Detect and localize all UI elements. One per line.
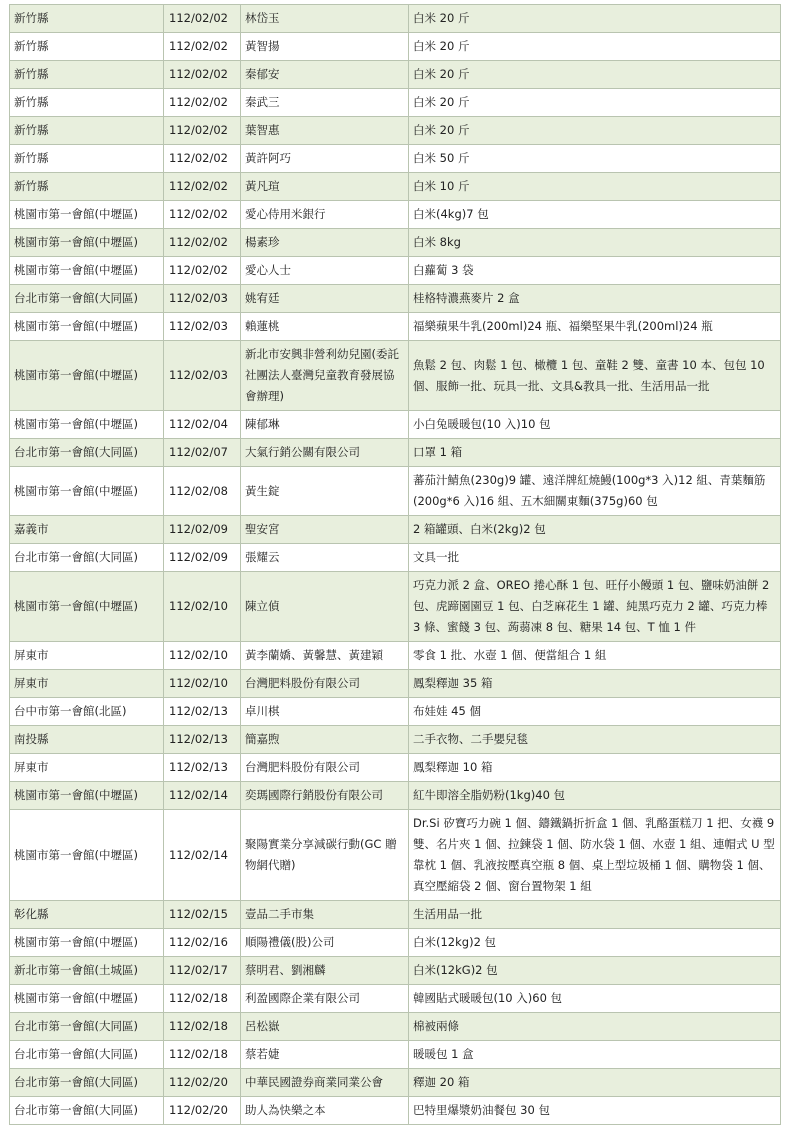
date-cell: 112/02/18: [164, 1013, 241, 1041]
date-cell: 112/02/02: [164, 145, 241, 173]
donor-cell: 聚陽實業分享減碳行動(GC 贈物網代贈): [241, 810, 409, 901]
donor-cell: 葉智惠: [241, 117, 409, 145]
items-cell: 暖暖包 1 盒: [409, 1041, 781, 1069]
items-cell: 文具一批: [409, 544, 781, 572]
date-cell: 112/02/03: [164, 313, 241, 341]
location-cell: 台北市第一會館(大同區): [10, 1097, 164, 1125]
date-cell: 112/02/09: [164, 516, 241, 544]
donor-cell: 順陽禮儀(股)公司: [241, 929, 409, 957]
date-cell: 112/02/14: [164, 810, 241, 901]
date-cell: 112/02/02: [164, 201, 241, 229]
donor-cell: 黃凡瑄: [241, 173, 409, 201]
date-cell: 112/02/20: [164, 1069, 241, 1097]
items-cell: 巴特里爆漿奶油餐包 30 包: [409, 1097, 781, 1125]
table-row: [10, 1013, 781, 1041]
location-cell: 桃園市第一會館(中壢區): [10, 313, 164, 341]
location-cell: 台北市第一會館(大同區): [10, 544, 164, 572]
date-cell: 112/02/02: [164, 229, 241, 257]
donor-cell: 新北市安興非營利幼兒園(委託社團法人臺灣兒童教育發展協會辦理): [241, 341, 409, 411]
donor-cell: 黃生錠: [241, 467, 409, 516]
donor-cell: 秦郁安: [241, 61, 409, 89]
location-cell: 屏東市: [10, 754, 164, 782]
donor-cell: 黃許阿巧: [241, 145, 409, 173]
location-cell: 桃園市第一會館(中壢區): [10, 985, 164, 1013]
donor-cell: 助人為快樂之本: [241, 1097, 409, 1125]
items-cell: 生活用品一批: [409, 901, 781, 929]
items-cell: 白蘿蔔 3 袋: [409, 257, 781, 285]
donor-cell: 姚宥廷: [241, 285, 409, 313]
items-cell: 白米 50 斤: [409, 145, 781, 173]
date-cell: 112/02/18: [164, 1041, 241, 1069]
date-cell: 112/02/02: [164, 173, 241, 201]
donor-cell: 林岱玉: [241, 5, 409, 33]
date-cell: 112/02/17: [164, 957, 241, 985]
donor-cell: 簡嘉煦: [241, 726, 409, 754]
location-cell: 桃園市第一會館(中壢區): [10, 257, 164, 285]
items-cell: 白米(4kg)7 包: [409, 201, 781, 229]
location-cell: 屏東市: [10, 642, 164, 670]
table-row: [10, 901, 781, 929]
items-cell: 白米(12kG)2 包: [409, 957, 781, 985]
date-cell: 112/02/09: [164, 544, 241, 572]
donation-table-body: [10, 5, 781, 1125]
table-row: [10, 341, 781, 411]
items-cell: 白米(12kg)2 包: [409, 929, 781, 957]
items-cell: 鳳梨釋迦 10 箱: [409, 754, 781, 782]
location-cell: 桃園市第一會館(中壢區): [10, 572, 164, 642]
location-cell: 台北市第一會館(大同區): [10, 1013, 164, 1041]
donor-cell: 蔡若婕: [241, 1041, 409, 1069]
date-cell: 112/02/10: [164, 572, 241, 642]
location-cell: 新北市第一會館(土城區): [10, 957, 164, 985]
donor-cell: 黃李蘭嬌、黃馨慧、黃建穎: [241, 642, 409, 670]
items-cell: 白米 20 斤: [409, 61, 781, 89]
items-cell: 鳳梨釋迦 35 箱: [409, 670, 781, 698]
location-cell: 台北市第一會館(大同區): [10, 285, 164, 313]
donation-table: [9, 4, 781, 1125]
table-row: [10, 5, 781, 33]
donor-cell: 張耀云: [241, 544, 409, 572]
date-cell: 112/02/13: [164, 698, 241, 726]
table-row: [10, 173, 781, 201]
table-row: [10, 61, 781, 89]
table-row: [10, 782, 781, 810]
location-cell: 台北市第一會館(大同區): [10, 1069, 164, 1097]
table-row: [10, 1097, 781, 1125]
items-cell: 白米 10 斤: [409, 173, 781, 201]
items-cell: 小白兔暖暖包(10 入)10 包: [409, 411, 781, 439]
items-cell: 福樂蘋果牛乳(200ml)24 瓶、福樂堅果牛乳(200ml)24 瓶: [409, 313, 781, 341]
location-cell: 桃園市第一會館(中壢區): [10, 467, 164, 516]
items-cell: 白米 20 斤: [409, 117, 781, 145]
table-row: [10, 229, 781, 257]
table-row: [10, 411, 781, 439]
date-cell: 112/02/13: [164, 754, 241, 782]
location-cell: 台北市第一會館(大同區): [10, 1041, 164, 1069]
donor-cell: 陳立偵: [241, 572, 409, 642]
date-cell: 112/02/02: [164, 257, 241, 285]
table-row: [10, 516, 781, 544]
date-cell: 112/02/15: [164, 901, 241, 929]
location-cell: 新竹縣: [10, 5, 164, 33]
date-cell: 112/02/20: [164, 1097, 241, 1125]
location-cell: 桃園市第一會館(中壢區): [10, 411, 164, 439]
donor-cell: 愛心侍用米銀行: [241, 201, 409, 229]
table-row: [10, 257, 781, 285]
date-cell: 112/02/10: [164, 670, 241, 698]
table-row: [10, 201, 781, 229]
donor-cell: 楊素珍: [241, 229, 409, 257]
donor-cell: 賴蓮桃: [241, 313, 409, 341]
table-row: [10, 313, 781, 341]
location-cell: 彰化縣: [10, 901, 164, 929]
table-row: [10, 89, 781, 117]
location-cell: 桃園市第一會館(中壢區): [10, 810, 164, 901]
date-cell: 112/02/14: [164, 782, 241, 810]
table-row: [10, 957, 781, 985]
location-cell: 新竹縣: [10, 117, 164, 145]
date-cell: 112/02/10: [164, 642, 241, 670]
location-cell: 桃園市第一會館(中壢區): [10, 341, 164, 411]
location-cell: 新竹縣: [10, 145, 164, 173]
date-cell: 112/02/02: [164, 89, 241, 117]
date-cell: 112/02/02: [164, 61, 241, 89]
items-cell: 魚鬆 2 包、肉鬆 1 包、橄欖 1 包、童鞋 2 雙、童書 10 本、包包 10 個、服飾一批、玩具一批、文具&教具一批、生活用品一批: [409, 341, 781, 411]
items-cell: 布娃娃 45 個: [409, 698, 781, 726]
donor-cell: 秦武三: [241, 89, 409, 117]
date-cell: 112/02/08: [164, 467, 241, 516]
items-cell: 白米 8kg: [409, 229, 781, 257]
location-cell: 嘉義市: [10, 516, 164, 544]
location-cell: 屏東市: [10, 670, 164, 698]
table-row: [10, 544, 781, 572]
table-row: [10, 810, 781, 901]
date-cell: 112/02/03: [164, 285, 241, 313]
location-cell: 新竹縣: [10, 173, 164, 201]
table-row: [10, 726, 781, 754]
items-cell: 零食 1 批、水壺 1 個、便當組合 1 組: [409, 642, 781, 670]
table-row: [10, 439, 781, 467]
table-row: [10, 285, 781, 313]
table-row: [10, 1069, 781, 1097]
donor-cell: 愛心人士: [241, 257, 409, 285]
location-cell: 台北市第一會館(大同區): [10, 439, 164, 467]
table-row: [10, 754, 781, 782]
location-cell: 桃園市第一會館(中壢區): [10, 201, 164, 229]
table-row: [10, 145, 781, 173]
location-cell: 新竹縣: [10, 89, 164, 117]
date-cell: 112/02/18: [164, 985, 241, 1013]
items-cell: 棉被兩條: [409, 1013, 781, 1041]
donor-cell: 台灣肥料股份有限公司: [241, 754, 409, 782]
items-cell: 白米 20 斤: [409, 89, 781, 117]
donor-cell: 奕瑪國際行銷股份有限公司: [241, 782, 409, 810]
table-row: [10, 572, 781, 642]
donor-cell: 中華民國證券商業同業公會: [241, 1069, 409, 1097]
table-row: [10, 642, 781, 670]
donor-cell: 呂松嶽: [241, 1013, 409, 1041]
table-row: [10, 33, 781, 61]
location-cell: 桃園市第一會館(中壢區): [10, 782, 164, 810]
table-row: [10, 698, 781, 726]
date-cell: 112/02/02: [164, 33, 241, 61]
table-row: [10, 467, 781, 516]
table-row: [10, 117, 781, 145]
donor-cell: 壹品二手市集: [241, 901, 409, 929]
location-cell: 新竹縣: [10, 61, 164, 89]
date-cell: 112/02/02: [164, 117, 241, 145]
table-row: [10, 670, 781, 698]
donor-cell: 蔡明君、劉湘麟: [241, 957, 409, 985]
date-cell: 112/02/04: [164, 411, 241, 439]
donor-cell: 黃智揚: [241, 33, 409, 61]
items-cell: 白米 20 斤: [409, 33, 781, 61]
location-cell: 桃園市第一會館(中壢區): [10, 229, 164, 257]
donor-cell: 陳郁琳: [241, 411, 409, 439]
items-cell: 桂格特濃燕麥片 2 盒: [409, 285, 781, 313]
items-cell: 口罩 1 箱: [409, 439, 781, 467]
donor-cell: 聖安宮: [241, 516, 409, 544]
items-cell: 紅牛即溶全脂奶粉(1kg)40 包: [409, 782, 781, 810]
location-cell: 桃園市第一會館(中壢區): [10, 929, 164, 957]
donor-cell: 利盈國際企業有限公司: [241, 985, 409, 1013]
table-row: [10, 985, 781, 1013]
items-cell: 釋迦 20 箱: [409, 1069, 781, 1097]
donor-cell: 卓川棋: [241, 698, 409, 726]
date-cell: 112/02/16: [164, 929, 241, 957]
location-cell: 南投縣: [10, 726, 164, 754]
items-cell: 二手衣物、二手嬰兒毯: [409, 726, 781, 754]
items-cell: Dr.Si 矽寶巧力碗 1 個、鑄鐵鍋折折盒 1 個、乳酪蛋糕刀 1 把、女襪 9 雙、名片夾 1 個、拉鍊袋 1 個、防水袋 1 個、水壺 1 組、連帽式 U 型靠枕 1 個、乳液按壓真空瓶 8 個、桌上型垃圾桶 1 個、購物袋 1 個、真空壓縮袋 2 個、窗台置物架 1 組: [409, 810, 781, 901]
donor-cell: 大氣行銷公關有限公司: [241, 439, 409, 467]
date-cell: 112/02/07: [164, 439, 241, 467]
date-cell: 112/02/13: [164, 726, 241, 754]
date-cell: 112/02/03: [164, 341, 241, 411]
items-cell: 白米 20 斤: [409, 5, 781, 33]
location-cell: 台中市第一會館(北區): [10, 698, 164, 726]
table-row: [10, 1041, 781, 1069]
date-cell: 112/02/02: [164, 5, 241, 33]
location-cell: 新竹縣: [10, 33, 164, 61]
items-cell: 韓國貼式暖暖包(10 入)60 包: [409, 985, 781, 1013]
table-row: [10, 929, 781, 957]
items-cell: 蕃茄汁鯖魚(230g)9 罐、遠洋牌紅燒鰻(100g*3 入)12 組、青葉麵筋(200g*6 入)16 組、五木細關東麵(375g)60 包: [409, 467, 781, 516]
items-cell: 2 箱罐頭、白米(2kg)2 包: [409, 516, 781, 544]
items-cell: 巧克力派 2 盒、OREO 捲心酥 1 包、旺仔小饅頭 1 包、鹽味奶油餅 2 包、虎蹄園園豆 1 包、白芝麻花生 1 罐、純黑巧克力 2 罐、巧克力棒 3 條、蜜餞 3 包、蒟蒻凍 8 包、糖果 14 包、T 恤 1 件: [409, 572, 781, 642]
donor-cell: 台灣肥料股份有限公司: [241, 670, 409, 698]
